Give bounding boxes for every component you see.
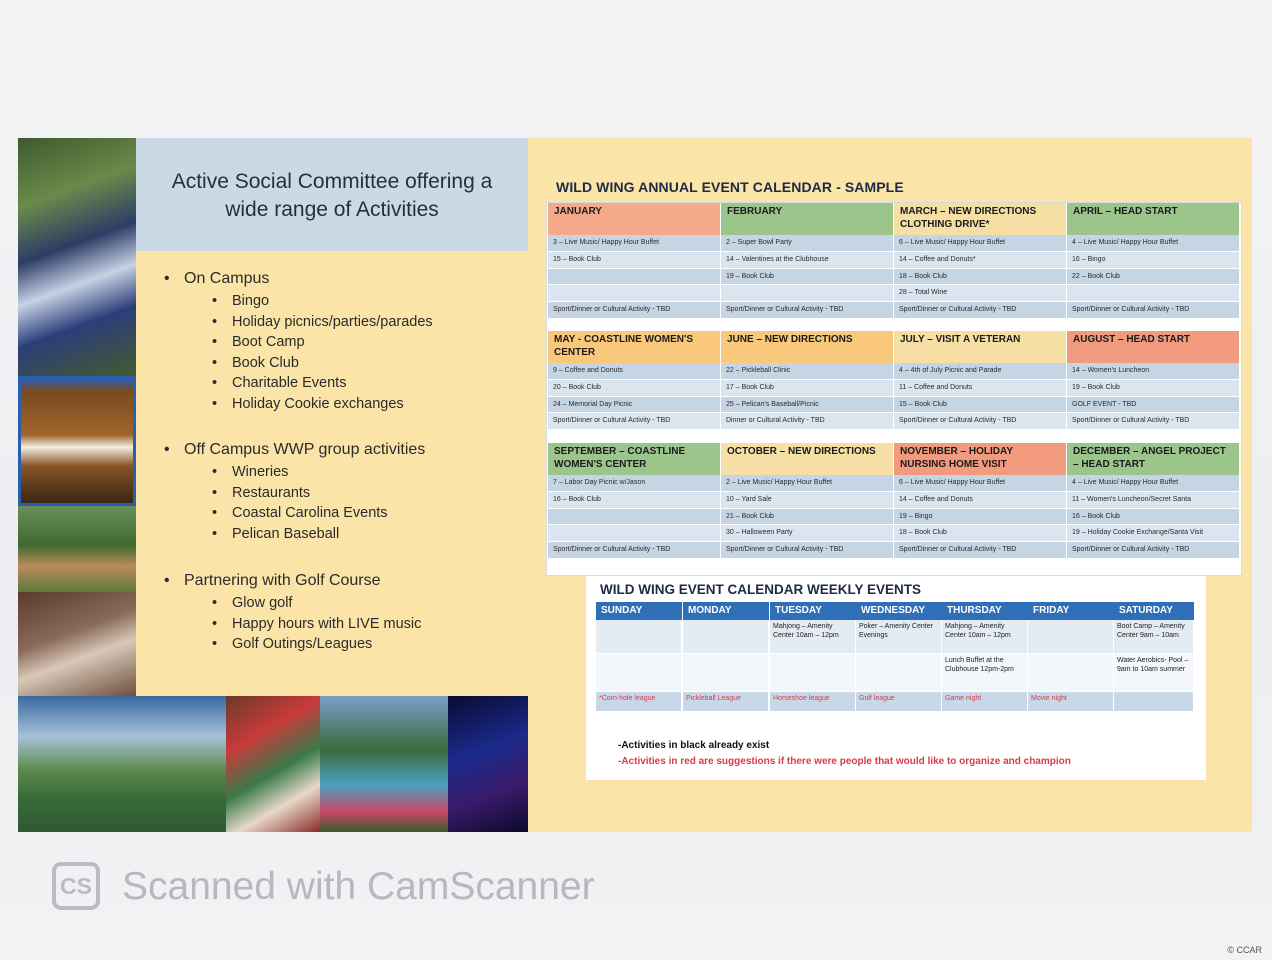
event-row: 19 – Book Club [1067,380,1239,396]
event-row: Sport/Dinner or Cultural Activity - TBD [894,302,1066,318]
weekly-event-cell [856,654,941,691]
weekly-calendar-title: WILD WING EVENT CALENDAR WEEKLY EVENTS [600,582,922,597]
event-row [548,285,720,301]
weekly-calendar [586,576,1206,780]
activities-title-line2: wide range of Activities [225,198,439,221]
weekly-event-cell: Movie night [1028,692,1113,711]
weekly-event-cell: Horseshoe league [770,692,855,711]
month-block [894,203,1066,319]
month-block [548,443,720,559]
month-heading: NOVEMBER – HOLIDAY NURSING HOME VISIT [894,443,1066,475]
event-row: 6 – Live Music/ Happy Hour Buffet [894,235,1066,251]
event-row: 25 – Pelican's Baseball/Picnic [721,397,893,413]
event-row: Sport/Dinner or Cultural Activity - TBD [548,302,720,318]
annual-calendar [546,202,1242,576]
weekly-event-cell [683,654,768,691]
weekly-event-cell: Mahjong – Amenity Center 10am – 12pm [942,620,1027,653]
month-heading: JUNE – NEW DIRECTIONS [721,331,893,363]
list-item: • Boot Camp [212,332,433,353]
event-row: 30 – Halloween Party [721,525,893,541]
list-item: • Holiday Cookie exchanges [212,394,433,415]
event-row: 4 – 4th of July Picnic and Parade [894,363,1066,379]
event-row [548,269,720,285]
event-row: Sport/Dinner or Cultural Activity - TBD [548,413,720,429]
section-heading: • Partnering with Golf Course [164,571,421,591]
weekly-event-cell: Poker – Amenity Center Evenings [856,620,941,653]
event-row: Sport/Dinner or Cultural Activity - TBD [894,542,1066,558]
photo-strip [18,138,136,698]
event-row: GOLF EVENT - TBD [1067,397,1239,413]
event-row: Sport/Dinner or Cultural Activity - TBD [1067,542,1239,558]
weekly-event-cell [683,620,768,653]
weekday-header: THURSDAY [942,602,1028,620]
event-row [721,285,893,301]
list-item: • Restaurants [212,483,425,504]
event-row: 28 – Total Wine [894,285,1066,301]
event-row: 21 – Book Club [721,509,893,525]
list-item: • Golf Outings/Leagues [212,634,421,655]
month-heading: JULY – VISIT A VETERAN [894,331,1066,363]
month-block [721,443,893,559]
event-row: 14 – Coffee and Donuts* [894,252,1066,268]
event-row: 10 – Yard Sale [721,492,893,508]
section-on-campus [164,269,433,414]
list-item: • Bingo [212,291,433,312]
event-row: 4 – Live Music/ Happy Hour Buffet [1067,235,1239,251]
activities-card [18,138,528,832]
month-block [721,331,893,430]
event-row: 9 – Coffee and Donuts [548,363,720,379]
event-row [548,509,720,525]
event-row: Sport/Dinner or Cultural Activity - TBD [894,413,1066,429]
event-row: 18 – Book Club [894,269,1066,285]
camscanner-text: Scanned with CamScanner [122,865,595,908]
pool-photo [320,696,448,832]
copyright-mark: © CCAR [1227,945,1262,955]
activities-title [136,168,528,224]
event-row: 16 – Book Club [1067,509,1239,525]
event-row: 4 – Live Music/ Happy Hour Buffet [1067,475,1239,491]
event-row: 15 – Book Club [894,397,1066,413]
event-row: Sport/Dinner or Cultural Activity - TBD [721,302,893,318]
weekly-event-cell: Boot Camp – Amenity Center 9am – 10am [1114,620,1193,653]
event-row: 14 – Valentines at the Clubhouse [721,252,893,268]
month-heading: SEPTEMBER – COASTLINE WOMEN'S CENTER [548,443,720,475]
section-off-campus [164,440,425,544]
section-golf-course [164,571,421,655]
event-row: 2 – Super Bowl Party [721,235,893,251]
month-heading: MAY - COASTLINE WOMEN'S CENTER [548,331,720,363]
month-block [1067,443,1239,559]
list-item: • Coastal Carolina Events [212,503,425,524]
month-block [1067,331,1239,430]
event-row: 6 – Live Music/ Happy Hour Buffet [894,475,1066,491]
event-row: 11 – Coffee and Donuts [894,380,1066,396]
event-row: 19 – Book Club [721,269,893,285]
month-block [1067,203,1239,319]
event-row: Sport/Dinner or Cultural Activity - TBD [721,542,893,558]
list-item: • Pelican Baseball [212,524,425,545]
list-item: • Charitable Events [212,373,433,394]
event-row: 22 – Book Club [1067,269,1239,285]
event-row [548,525,720,541]
event-row: 24 – Memorial Day Picnic [548,397,720,413]
weekly-event-cell [1114,692,1193,711]
month-block [894,443,1066,559]
event-row: 17 – Book Club [721,380,893,396]
event-row: Sport/Dinner or Cultural Activity - TBD [548,542,720,558]
baseball-photo [18,506,136,592]
event-row: Sport/Dinner or Cultural Activity - TBD [1067,302,1239,318]
event-row: 16 – Book Club [548,492,720,508]
weekly-event-cell [596,620,681,653]
parade-cart-photo [18,138,136,376]
weekday-header: MONDAY [683,602,769,620]
event-row: 11 – Women's Luncheon/Secret Santa [1067,492,1239,508]
event-row: 22 – Pickleball Clinic [721,363,893,379]
weekly-event-cell [1028,654,1113,691]
event-row: 14 – Coffee and Donuts [894,492,1066,508]
weekly-event-cell: Golf league [856,692,941,711]
event-row: Sport/Dinner or Cultural Activity - TBD [1067,413,1239,429]
section-heading: • On Campus [164,269,433,289]
weekly-event-cell: Mahjong – Amenity Center 10am – 12pm [770,620,855,653]
tennis-photo [18,696,226,832]
activities-title-line1: Active Social Committee offering a [171,170,493,193]
event-row: 16 – Bingo [1067,252,1239,268]
weekly-event-cell [770,654,855,691]
list-item: • Happy hours with LIVE music [212,614,421,635]
month-block [548,331,720,430]
month-heading: OCTOBER – NEW DIRECTIONS [721,443,893,475]
event-row: 2 – Live Music/ Happy Hour Buffet [721,475,893,491]
event-row: 15 – Book Club [548,252,720,268]
list-item: • Glow golf [212,593,421,614]
dinner-photo [18,592,136,698]
month-heading: APRIL – HEAD START [1067,203,1239,235]
weekly-event-cell: Lunch Buffet at the Clubhouse 12pm-2pm [942,654,1027,691]
list-item: • Wineries [212,462,425,483]
month-block [548,203,720,319]
month-heading: AUGUST – HEAD START [1067,331,1239,363]
event-row: 19 – Holiday Cookie Exchange/Santa Visit [1067,525,1239,541]
event-row: 19 – Bingo [894,509,1066,525]
event-row [1067,285,1239,301]
event-row: Dinner or Cultural Activity - TBD [721,413,893,429]
weekly-event-cell [1028,620,1113,653]
glow-golf-photo [448,696,528,832]
calendar-card [528,138,1252,832]
list-item: • Book Club [212,353,433,374]
weekday-header: WEDNESDAY [856,602,942,620]
camscanner-logo: CS [52,862,100,910]
gifts-photo [226,696,320,832]
weekday-header: SATURDAY [1114,602,1194,620]
weekly-event-cell [596,654,681,691]
weekly-event-cell: *Corn-hole league [596,692,681,711]
event-row: 18 – Book Club [894,525,1066,541]
section-heading: • Off Campus WWP group activities [164,440,425,460]
event-row: 3 – Live Music/ Happy Hour Buffet [548,235,720,251]
weekday-header: SUNDAY [596,602,682,620]
month-heading: JANUARY [548,203,720,235]
annual-calendar-title: WILD WING ANNUAL EVENT CALENDAR - SAMPLE [556,179,904,195]
weekly-event-cell: Game night [942,692,1027,711]
weekly-event-cell: Water Aerobics- Pool – 9am to 10am summer [1114,654,1193,691]
month-block [721,203,893,319]
party-host-photo [18,376,136,506]
list-item: • Holiday picnics/parties/parades [212,312,433,333]
event-row: 20 – Book Club [548,380,720,396]
weekly-event-cell: Pickleball League [683,692,768,711]
month-heading: MARCH – NEW DIRECTIONS CLOTHING DRIVE* [894,203,1066,235]
weekday-header: FRIDAY [1028,602,1114,620]
month-heading: DECEMBER – ANGEL PROJECT – HEAD START [1067,443,1239,475]
event-row: 14 – Women's Luncheon [1067,363,1239,379]
month-block [894,331,1066,430]
weekday-header: TUESDAY [770,602,856,620]
activities-header [136,138,528,251]
legend-suggestions: -Activities in red are suggestions if there were people that would like to organize and champion [618,756,1071,767]
activities-list [136,251,528,698]
month-heading: FEBRUARY [721,203,893,235]
legend-existing: -Activities in black already exist [618,740,770,751]
event-row: 7 – Labor Day Picnic w/Jason [548,475,720,491]
